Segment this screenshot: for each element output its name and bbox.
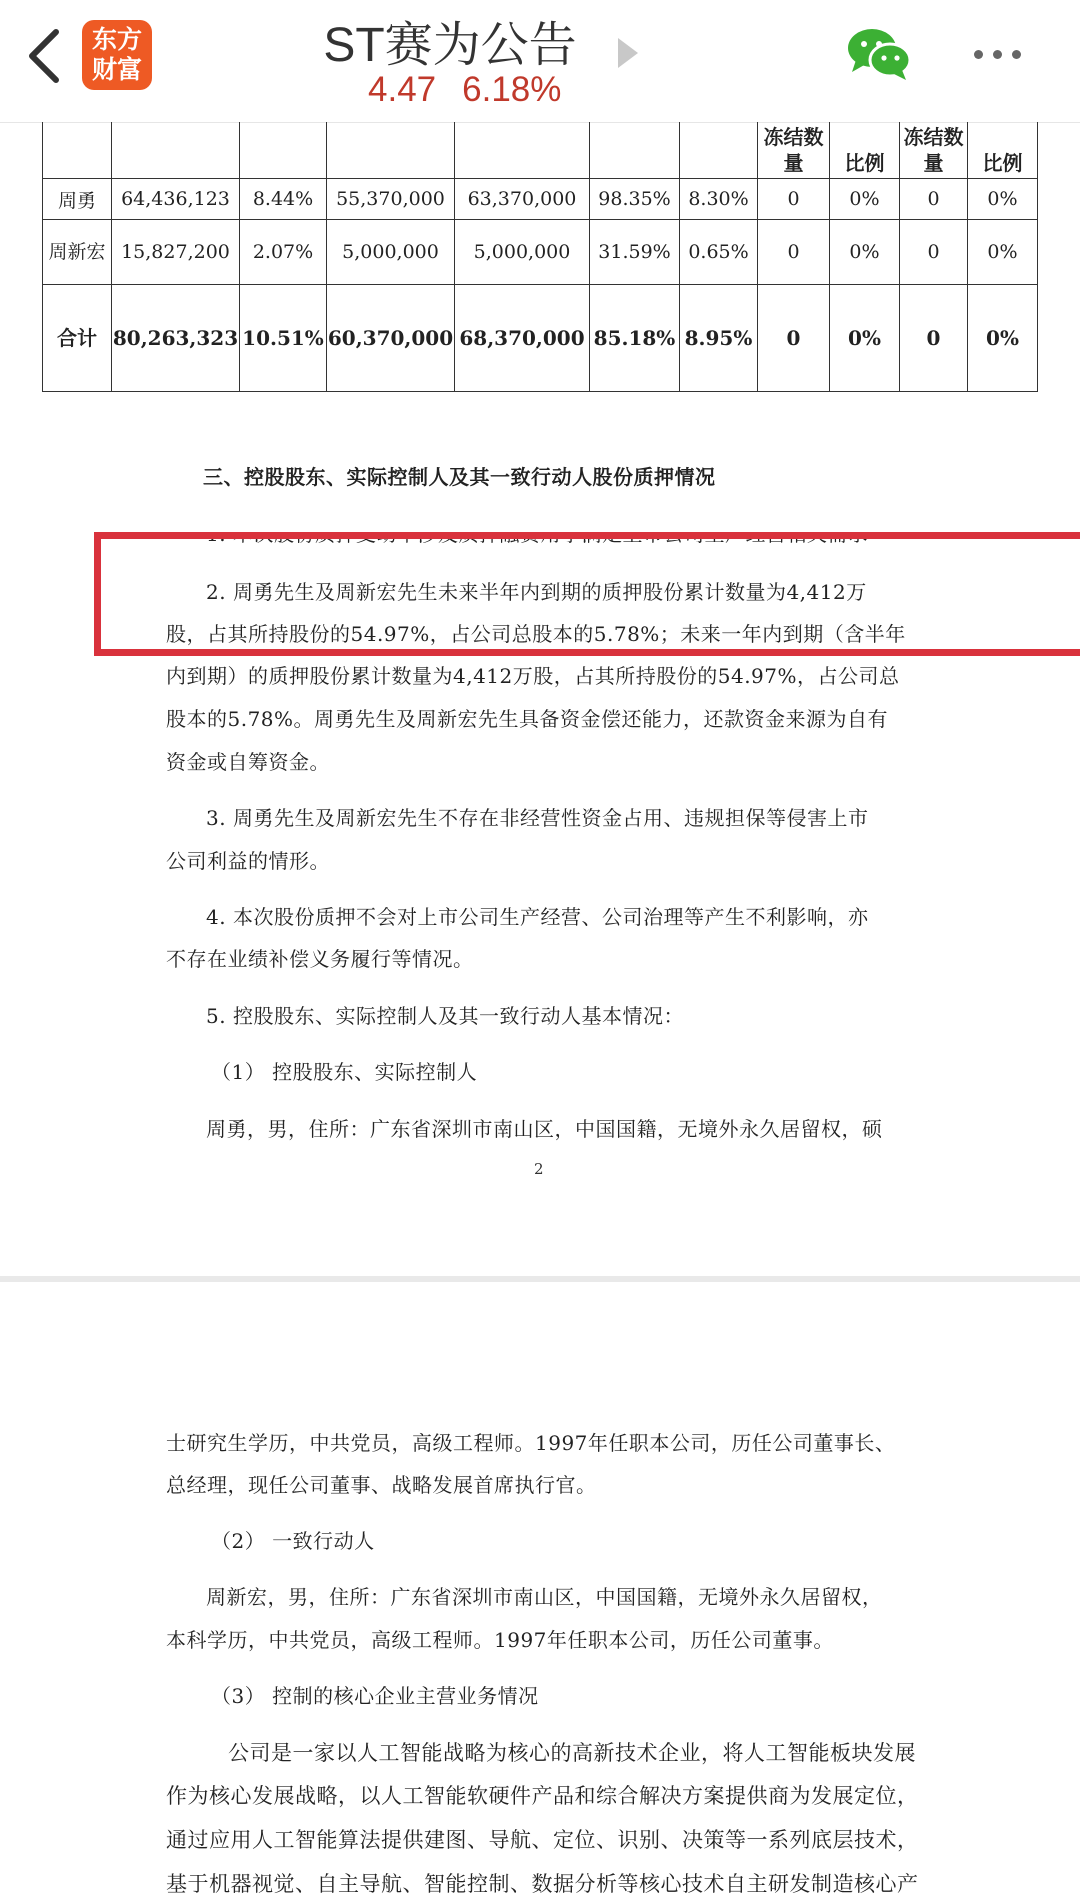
paragraph-line: 股本的5.78%。周勇先生及周新宏先生具备资金偿还能力，还款资金来源为自有 [166,707,889,731]
table-cell [43,122,112,179]
highlight-box [94,532,1080,656]
table-cell: 合计 [43,285,112,392]
logo-text-line1: 东方 [91,25,142,54]
play-triangle-icon[interactable] [618,38,638,68]
subheading: （1） 控股股东、实际控制人 [211,1060,478,1084]
table-cell: 0% [968,179,1038,220]
table-cell: 5,000,000 [327,220,455,285]
table-header-cell: 比例 [968,122,1038,179]
paragraph-line: 5. 控股股东、实际控制人及其一致行动人基本情况： [206,1004,684,1028]
table-cell [455,122,590,179]
table-cell: 8.44% [240,179,327,220]
table-cell: 60,370,000 [327,285,455,392]
subheading: （2） 一致行动人 [211,1529,375,1553]
paragraph-line: 不存在业绩补偿义务履行等情况。 [166,947,474,971]
page-number: 2 [534,1160,544,1178]
table-cell: 2.07% [240,220,327,285]
table-row [43,220,1038,285]
table-cell: 0 [758,220,830,285]
table-cell: 31.59% [590,220,680,285]
table-header-cell: 冻结数量 [900,122,968,179]
table-header-cell: 比例 [830,122,900,179]
paragraph-line: 资金或自筹资金。 [166,750,330,774]
paragraph-line: 公司是一家以人工智能战略为核心的高新技术企业，将人工智能板块发展 [228,1741,916,1765]
table-cell: 85.18% [590,285,680,392]
table-cell [590,122,680,179]
stock-change-percent: 6.18% [462,70,562,109]
table-cell [680,122,758,179]
table-cell: 0 [900,179,968,220]
top-bar [0,0,1080,123]
table-cell: 周勇 [43,179,112,220]
paragraph-line: 内到期）的质押股份累计数量为4,412万股，占其所持股份的54.97%，占公司总 [166,664,900,688]
table-cell: 0% [830,179,900,220]
paragraph-line: 周新宏，男，住所：广东省深圳市南山区，中国国籍，无境外永久居留权， [206,1585,883,1609]
table-total-row [43,285,1038,392]
paragraph-line: 士研究生学历，中共党员，高级工程师。1997年任职本公司，历任公司董事长、 [166,1431,896,1455]
paragraph-line: 周勇，男，住所：广东省深圳市南山区，中国国籍，无境外永久居留权，硕 [206,1117,883,1141]
logo-text-line2: 财富 [91,55,142,84]
paragraph-line: 作为核心发展战略，以人工智能软硬件产品和综合解决方案提供商为发展定位， [166,1784,919,1808]
paragraph-line: 3. 周勇先生及周新宏先生不存在非经营性资金占用、违规担保等侵害上市 [206,806,869,830]
table-cell: 64,436,123 [112,179,240,220]
table-cell [327,122,455,179]
wechat-icon[interactable] [846,26,912,82]
paragraph-line: 2. 周勇先生及周新宏先生未来半年内到期的质押股份累计数量为4,412万 [206,580,867,604]
table-cell: 周新宏 [43,220,112,285]
table-cell: 0 [758,285,830,392]
table-cell: 0% [968,285,1038,392]
table-cell: 0% [830,285,900,392]
table-cell: 0 [758,179,830,220]
stock-title: ST赛为公告 [323,19,577,72]
table-cell: 8.30% [680,179,758,220]
paragraph-line: 公司利益的情形。 [166,849,330,873]
table-cell: 68,370,000 [455,285,590,392]
stock-quote [368,70,561,110]
table-cell: 55,370,000 [327,179,455,220]
paragraph-line: 4. 本次股份质押不会对上市公司生产经营、公司治理等产生不利影响，亦 [206,905,869,929]
paragraph-line: 通过应用人工智能算法提供建图、导航、定位、识别、决策等一系列底层技术， [166,1828,919,1852]
table-header-cell: 冻结数量 [758,122,830,179]
table-cell: 98.35% [590,179,680,220]
table-cell: 63,370,000 [455,179,590,220]
table-cell [112,122,240,179]
subheading: （3） 控制的核心企业主营业务情况 [211,1684,539,1708]
paragraph-line: 总经理，现任公司董事、战略发展首席执行官。 [166,1473,597,1497]
table-header-row [43,122,1038,179]
table-cell: 8.95% [680,285,758,392]
table-cell: 0 [900,220,968,285]
pledge-table [42,122,1038,392]
table-cell: 10.51% [240,285,327,392]
paragraph-line: 股，占其所持股份的54.97%，占公司总股本的5.78%；未来一年内到期（含半年 [166,622,906,646]
stock-price: 4.47 [368,70,437,109]
paragraph-line: 本科学历，中共党员，高级工程师。1997年任职本公司，历任公司董事。 [166,1628,834,1652]
table-cell [240,122,327,179]
table-cell: 5,000,000 [455,220,590,285]
table-cell: 15,827,200 [112,220,240,285]
table-cell: 0.65% [680,220,758,285]
table-cell: 0% [830,220,900,285]
paragraph-line: 基于机器视觉、自主导航、智能控制、数据分析等核心技术自主研发制造核心产 [166,1872,919,1896]
more-dots-icon[interactable] [974,44,1034,60]
page-separator [0,1276,1080,1282]
table-row [43,179,1038,220]
table-cell: 80,263,323 [112,285,240,392]
table-cell: 0% [968,220,1038,285]
back-chevron-icon[interactable] [22,28,70,84]
table-cell: 0 [900,285,968,392]
section-heading: 三、控股股东、实际控制人及其一致行动人股份质押情况 [203,465,716,489]
app-logo [82,20,152,90]
